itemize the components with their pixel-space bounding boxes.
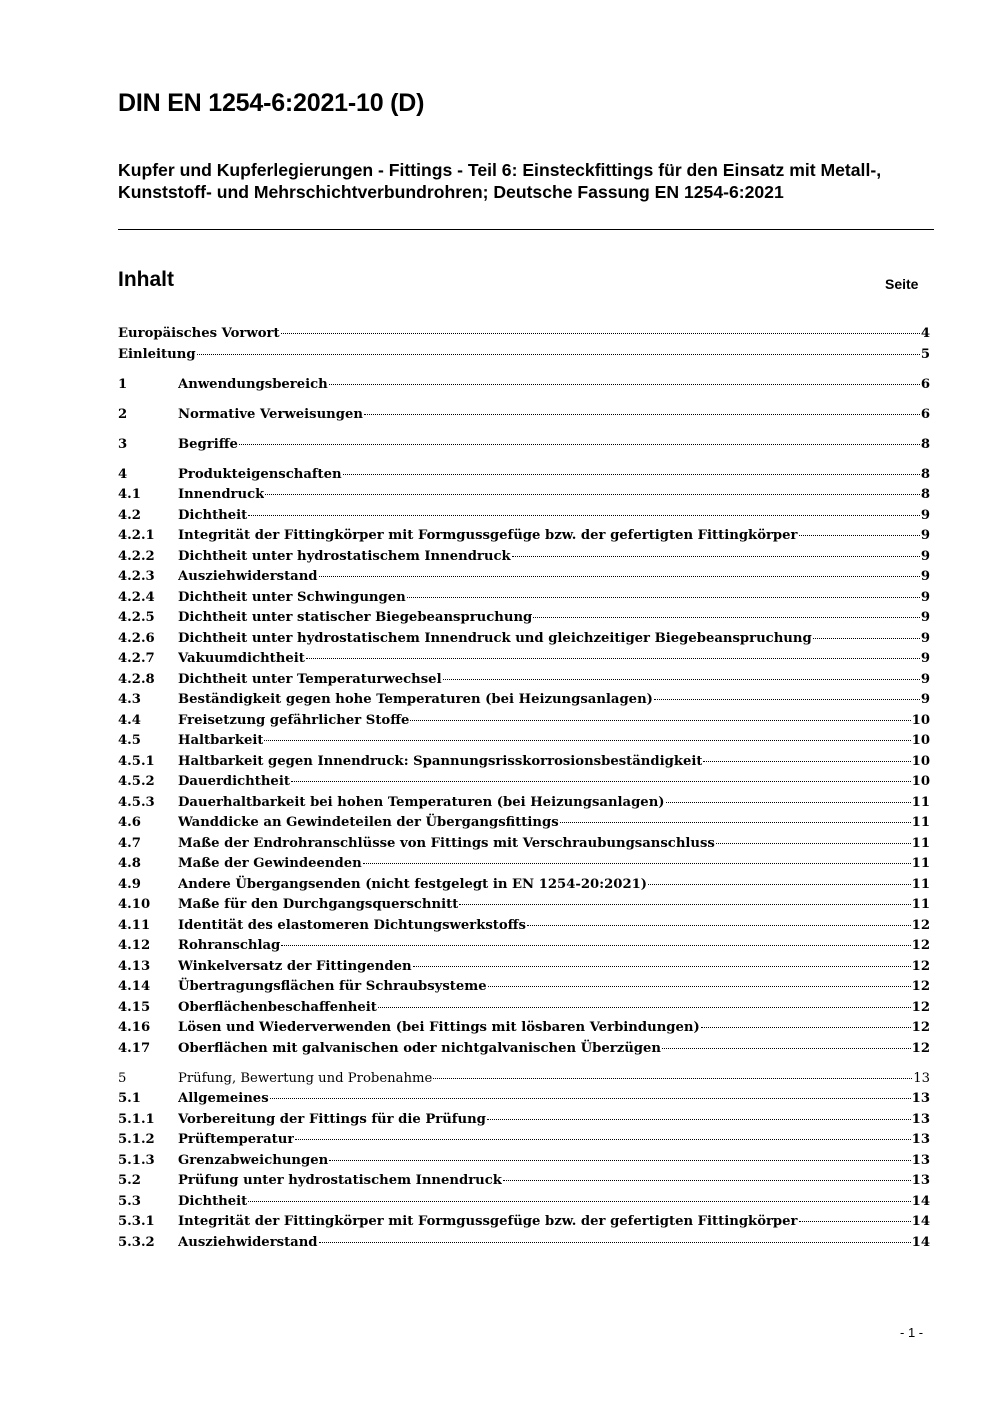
toc-entry-title: Prüfung unter hydrostatischem Innendruck [178,1173,502,1189]
toc-entry-page: 8 [920,487,930,503]
toc-entry-title: Dichtheit unter Schwingungen [178,589,406,605]
toc-entry[interactable] [118,998,930,1019]
toc-entry-number: 4.2.4 [118,589,155,605]
toc-entry[interactable] [118,772,930,793]
toc-entry-number: 4.2.7 [118,651,155,667]
toc-dot-leader [487,1119,911,1120]
toc-entry-page: 12 [911,1020,930,1036]
toc-entry[interactable] [118,1110,930,1131]
toc-dot-leader [527,925,911,926]
toc-entry-number: 4.5 [118,733,141,749]
toc-dot-leader [799,535,920,536]
toc-entry-number: 4.2.1 [118,528,155,544]
toc-entry[interactable] [118,405,930,426]
toc-entry-page: 13 [911,1091,930,1107]
toc-entry[interactable] [118,485,930,506]
toc-entry[interactable] [118,752,930,773]
toc-entry-title: Beständigkeit gegen hohe Temperaturen (bei Heizungsanlagen) [178,692,653,708]
toc-entry-title: Dichtheit unter hydrostatischem Innendruck und gleichzeitiger Biegebeanspruchung [178,630,812,646]
toc-entry-number: 4.2.6 [118,630,155,646]
toc-entry-page: 11 [911,794,930,810]
toc-entry-page: 11 [911,856,930,872]
toc-entry-number: 4.8 [118,856,141,872]
toc-entry-page: 12 [911,1040,930,1056]
page-number-footer: - 1 - [900,1325,924,1340]
toc-dot-leader [407,597,920,598]
toc-dot-leader [459,904,910,905]
toc-entry-title: Winkelversatz der Fittingenden [178,958,412,974]
toc-entry-title: Normative Verweisungen [178,406,363,422]
toc-entry[interactable] [118,1130,930,1151]
toc-entry-page: 11 [911,876,930,892]
toc-entry-page: 9 [920,692,930,708]
toc-entry-title: Dichtheit unter Temperaturwechsel [178,671,442,687]
toc-entry-page: 13 [913,1070,930,1086]
toc-entry-page: 10 [911,753,930,769]
toc-dot-leader [703,761,910,762]
toc-dot-leader [291,781,911,782]
toc-entry-number: 5.3 [118,1193,141,1209]
toc-entry-title: Europäisches Vorwort [118,326,280,341]
toc-entry-page: 9 [920,507,930,523]
toc-entry[interactable] [118,1069,930,1090]
toc-dot-leader [533,617,920,618]
toc-entry[interactable] [118,690,930,711]
toc-dot-leader [281,945,910,946]
toc-entry-number: 4.9 [118,876,141,892]
toc-entry-number: 4.15 [118,999,151,1015]
toc-entry-number: 5.1.1 [118,1111,155,1127]
toc-entry-number: 4.3 [118,692,141,708]
toc-entry-number: 4.2.3 [118,569,155,585]
toc-entry-page: 8 [920,466,930,482]
toc-entry[interactable] [118,375,930,396]
toc-entry-number: 4.6 [118,815,141,831]
toc-entry-page: 9 [920,610,930,626]
toc-entry-number: 3 [118,436,128,452]
toc-entry-number: 4.10 [118,897,151,913]
toc-entry-number: 5.3.1 [118,1214,155,1230]
toc-entry-number: 4 [118,466,128,482]
toc-entry-title: Dauerhaltbarkeit bei hohen Temperaturen (bei Heizungsanlagen) [178,794,665,810]
toc-entry[interactable] [118,1233,930,1254]
toc-entry-number: 5.2 [118,1173,141,1189]
toc-entry-page: 9 [920,630,930,646]
toc-entry-number: 4.11 [118,917,151,933]
toc-dot-leader [666,802,911,803]
toc-entry-title: Lösen und Wiederverwenden (bei Fittings mit lösbaren Verbindungen) [178,1020,700,1036]
toc-entry-title: Maße der Gewindeenden [178,856,362,872]
toc-entry-page: 5 [920,346,930,362]
toc-entry-title: Prüftemperatur [178,1132,295,1148]
toc-entry-number: 4.2 [118,507,141,523]
toc-entry-page: 12 [911,999,930,1015]
toc-entry-title: Ausziehwiderstand [178,569,318,585]
toc-dot-leader [443,679,920,680]
toc-entry-page: 14 [911,1214,930,1230]
toc-entry-page: 11 [911,897,930,913]
toc-entry-page: 13 [911,1173,930,1189]
toc-entry-page: 13 [911,1111,930,1127]
toc-dot-leader [363,863,911,864]
toc-entry-page: 13 [911,1132,930,1148]
toc-entry-page: 11 [911,815,930,831]
toc-entry[interactable] [118,936,930,957]
toc-entry-title: Wanddicke an Gewindeteilen der Übergangsfittings [178,815,559,831]
toc-entry-page: 12 [911,979,930,995]
toc-dot-leader [648,884,911,885]
toc-entry[interactable] [118,435,930,456]
toc-dot-leader [343,474,920,475]
toc-heading: Inhalt [118,268,174,291]
toc-entry-title: Andere Übergangsenden (nicht festgelegt in EN 1254-20:2021) [178,876,648,892]
toc-dot-leader [329,1160,910,1161]
toc-entry[interactable] [118,895,930,916]
toc-entry-page: 9 [920,569,930,585]
toc-entry[interactable] [118,670,930,691]
toc-entry-number: 4.14 [118,979,151,995]
toc-entry[interactable] [118,875,930,896]
toc-entry-title: Ausziehwiderstand [178,1234,318,1250]
toc-entry-page: 4 [920,326,930,341]
toc-dot-leader [248,515,920,516]
toc-entry[interactable] [118,1018,930,1039]
document-title: DIN EN 1254-6:2021-10 (D) [118,89,425,117]
toc-dot-leader [503,1180,911,1181]
toc-entry[interactable] [118,588,930,609]
toc-entry-page: 8 [920,436,930,452]
toc-entry-title: Freisetzung gefährlicher Stoffe [178,712,410,728]
toc-entry-number: 4.4 [118,712,141,728]
toc-dot-leader [197,354,920,355]
toc-entry-title: Haltbarkeit [178,733,264,749]
toc-entry[interactable] [118,731,930,752]
toc-entry-page: 14 [911,1193,930,1209]
toc-dot-leader [319,1242,911,1243]
toc-entry-title: Rohranschlag [178,938,281,954]
toc-entry-title: Maße der Endrohranschlüsse von Fittings mit Verschraubungsanschluss [178,835,715,851]
toc-dot-leader [239,444,920,445]
toc-entry-title: Prüfung, Bewertung und Probenahme [178,1070,433,1086]
toc-entry-number: 4.1 [118,487,141,503]
toc-dot-leader [364,414,920,415]
toc-entry-title: Oberflächenbeschaffenheit [178,999,377,1015]
toc-dot-leader [270,1098,911,1099]
toc-dot-leader [560,822,911,823]
toc-entry[interactable] [118,1039,930,1060]
toc-entry[interactable] [118,711,930,732]
toc-dot-leader [662,1048,911,1049]
toc-entry-page: 6 [920,406,930,422]
toc-dot-leader [265,494,920,495]
toc-entry[interactable] [118,506,930,527]
toc-entry-number: 5.1.3 [118,1152,155,1168]
toc-entry[interactable] [118,1192,930,1213]
toc-dot-leader [410,720,910,721]
toc-entry[interactable] [118,608,930,629]
toc-entry-title: Produkteigenschaften [178,466,342,482]
toc-entry-title: Integrität der Fittingkörper mit Formgussgefüge bzw. der gefertigten Fittingkörper [178,528,798,544]
toc-entry-page: 10 [911,733,930,749]
toc-entry-number: 4.16 [118,1020,151,1036]
document-subtitle: Kupfer und Kupferlegierungen - Fittings - Teil 6: Einsteckfittings für den Einsatz mit Metall-, Kunststoff- und Mehrschichtverbundrohren; Deutsche Fassung EN 1254-6:2021 [118,160,882,202]
toc-entry-title: Dichtheit unter statischer Biegebeanspruchung [178,610,533,626]
toc-entry[interactable] [118,1171,930,1192]
toc-entry-title: Dichtheit [178,1193,248,1209]
toc-entry-number: 4.5.3 [118,794,155,810]
toc-entry-number: 1 [118,376,128,392]
toc-dot-leader [264,740,910,741]
toc-entry-title: Anwendungsbereich [178,376,328,392]
toc-entry-page: 9 [920,671,930,687]
toc-dot-leader [248,1201,910,1202]
toc-entry-title: Dichtheit [178,507,248,523]
toc-entry[interactable] [118,345,930,366]
toc-dot-leader [329,384,920,385]
toc-entry-title: Haltbarkeit gegen Innendruck: Spannungsrisskorrosionsbeständigkeit [178,753,703,769]
toc-entry[interactable] [118,977,930,998]
toc-entry[interactable] [118,813,930,834]
toc-entry-page: 6 [920,376,930,392]
toc-entry-number: 5.1 [118,1091,141,1107]
toc-entry[interactable] [118,526,930,547]
toc-entry-title: Übertragungsflächen für Schraubsysteme [178,979,487,995]
toc-entry-page: 9 [920,528,930,544]
toc-entry[interactable] [118,567,930,588]
toc-entry-number: 4.5.2 [118,774,155,790]
toc-entry-title: Grenzabweichungen [178,1152,329,1168]
toc-entry[interactable] [118,547,930,568]
toc-entry-number: 4.17 [118,1040,151,1056]
toc-entry[interactable] [118,854,930,875]
toc-entry[interactable] [118,1151,930,1172]
toc-dot-leader [433,1078,912,1079]
toc-entry-title: Dauerdichtheit [178,774,290,790]
toc-entry-title: Vorbereitung der Fittings für die Prüfung [178,1111,486,1127]
toc-dot-leader [716,843,911,844]
toc-entry-number: 5.3.2 [118,1234,155,1250]
toc-entry-page: 9 [920,651,930,667]
toc-entry-title: Maße für den Durchgangsquerschnitt [178,897,459,913]
toc-entry[interactable] [118,957,930,978]
toc-entry-title: Identität des elastomeren Dichtungswerkstoffs [178,917,526,933]
toc-entry-page: 9 [920,589,930,605]
toc-entry[interactable] [118,324,930,345]
toc-entry-page: 10 [911,774,930,790]
toc-entry[interactable] [118,649,930,670]
toc-entry-number: 2 [118,406,128,422]
toc-dot-leader [488,986,911,987]
toc-entry[interactable] [118,1089,930,1110]
title-divider [118,229,934,230]
toc-entry-page: 11 [911,835,930,851]
toc-dot-leader [378,1007,911,1008]
toc-entry-number: 4.7 [118,835,141,851]
toc-dot-leader [813,638,920,639]
toc-entry-title: Integrität der Fittingkörper mit Formgussgefüge bzw. der gefertigten Fittingkörper [178,1214,798,1230]
toc-page-column-label: Seite [885,276,919,292]
toc-entry-page: 12 [911,958,930,974]
toc-entry-page: 12 [911,938,930,954]
toc-dot-leader [295,1139,910,1140]
toc-dot-leader [281,333,920,334]
toc-entry-number: 4.2.5 [118,610,155,626]
toc-entry[interactable] [118,1212,930,1233]
toc-entry[interactable] [118,629,930,650]
toc-entry-title: Vakuumdichtheit [178,651,305,667]
toc-entry-page: 9 [920,548,930,564]
toc-entry-number: 5 [118,1070,127,1086]
toc-entry-number: 4.5.1 [118,753,155,769]
toc-entry-title: Innendruck [178,487,265,503]
toc-entry-title: Dichtheit unter hydrostatischem Innendruck [178,548,511,564]
toc-entry[interactable] [118,916,930,937]
toc-entry-number: 5.1.2 [118,1132,155,1148]
toc-entry-number: 4.13 [118,958,151,974]
toc-entry-title: Allgemeines [178,1091,269,1107]
toc-entry[interactable] [118,465,930,486]
table-of-contents [118,324,930,1253]
toc-entry-number: 4.2.8 [118,671,155,687]
toc-entry[interactable] [118,834,930,855]
toc-entry-number: 4.12 [118,938,151,954]
toc-dot-leader [654,699,920,700]
toc-entry-page: 13 [911,1152,930,1168]
toc-entry-number: 4.2.2 [118,548,155,564]
toc-dot-leader [306,658,920,659]
toc-dot-leader [701,1027,911,1028]
toc-dot-leader [512,556,920,557]
toc-entry[interactable] [118,793,930,814]
toc-entry-page: 14 [911,1234,930,1250]
toc-dot-leader [413,966,911,967]
toc-entry-title: Oberflächen mit galvanischen oder nichtgalvanischen Überzügen [178,1040,661,1056]
toc-entry-title: Begriffe [178,436,238,452]
toc-entry-page: 10 [911,712,930,728]
toc-entry-title: Einleitung [118,346,196,362]
toc-dot-leader [319,576,920,577]
toc-entry-page: 12 [911,917,930,933]
toc-dot-leader [799,1221,911,1222]
